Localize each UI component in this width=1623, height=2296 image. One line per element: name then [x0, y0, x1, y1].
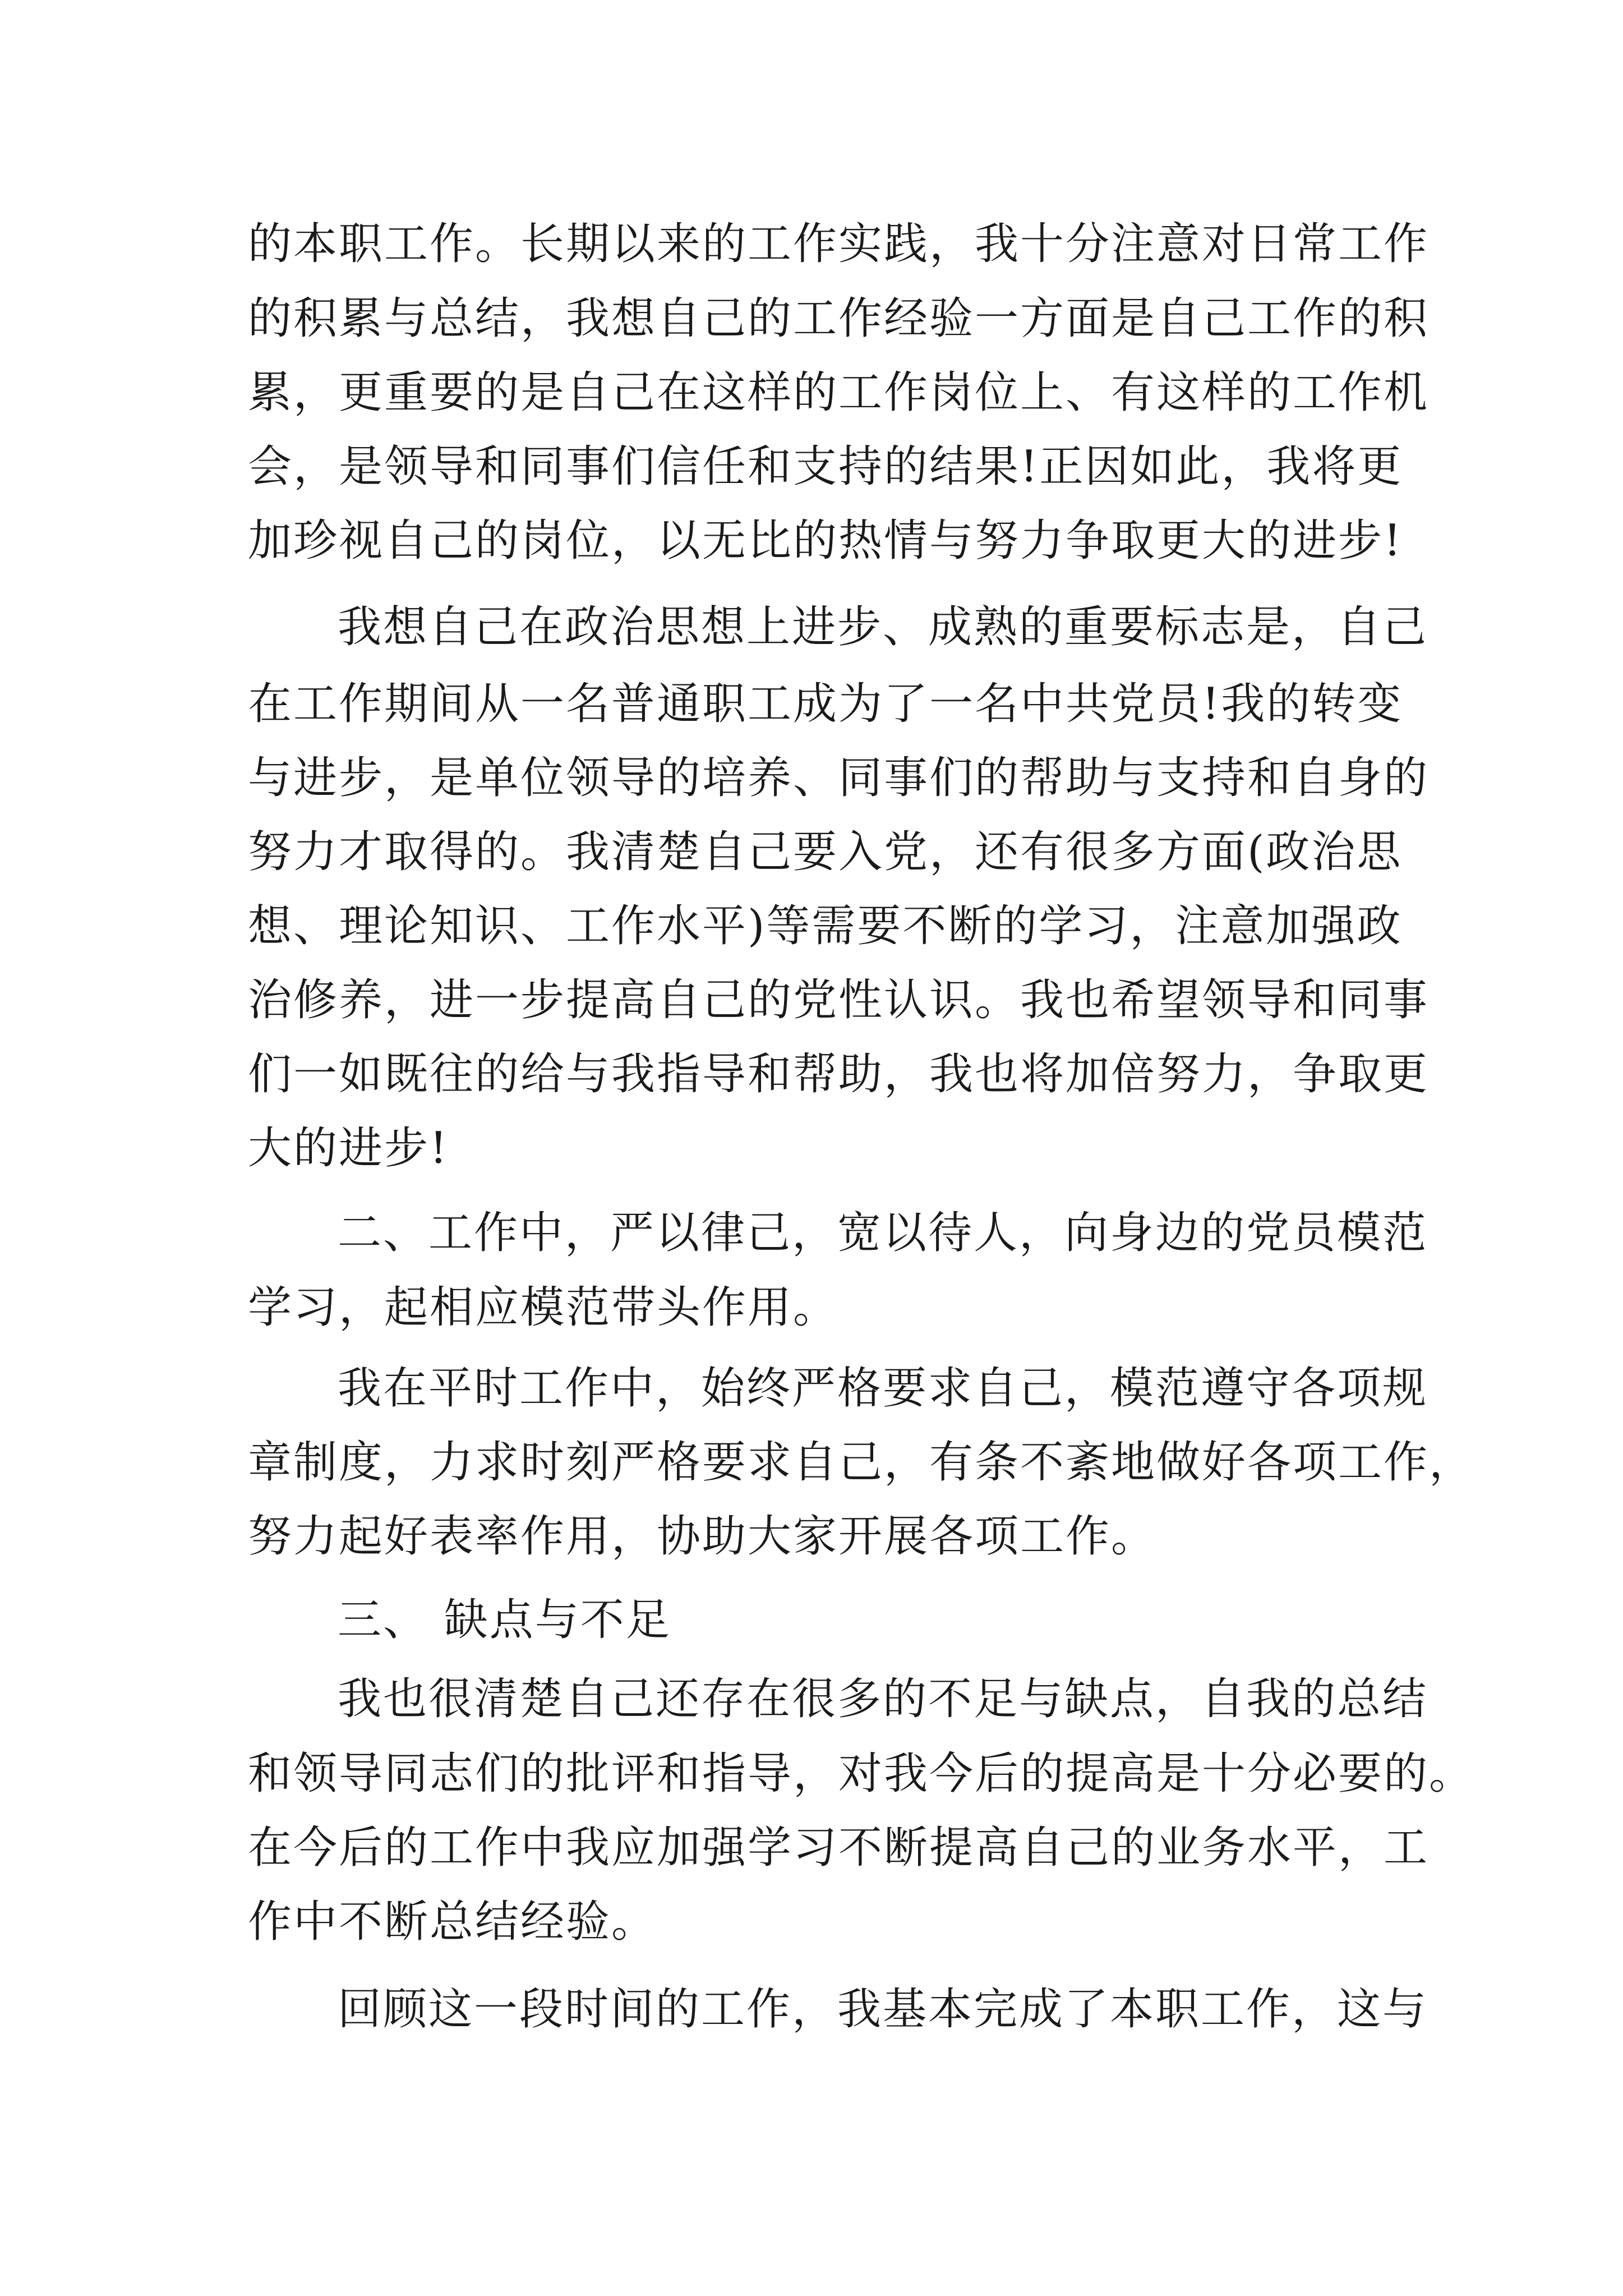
- text-line: 们一如既往的给与我指导和帮助，我也将加倍努力，争取更: [248, 1049, 1430, 1099]
- text-line: 在工作期间从一名普通职工成为了一名中共党员!我的转变: [248, 679, 1403, 729]
- text-line: 和领导同志们的批评和指导，对我今后的提高是十分必要的。: [248, 1749, 1475, 1799]
- text-line: 与进步，是单位领导的培养、同事们的帮助与支持和自身的: [248, 753, 1430, 803]
- paragraph-first-line: 我在平时工作中，始终严格要求自己，模范遵守各项规: [338, 1363, 1428, 1414]
- text-line: 大的进步!: [248, 1123, 449, 1174]
- text-line: 努力才取得的。我清楚自己要入党，还有很多方面(政治思: [248, 827, 1403, 877]
- paragraph-first-line: 我想自己在政治思想上进步、成熟的重要标志是，自己: [338, 602, 1428, 652]
- text-line: 章制度，力求时刻严格要求自己，有条不紊地做好各项工作，: [248, 1437, 1475, 1488]
- text-line: 累，更重要的是自己在这样的工作岗位上、有这样的工作机: [248, 367, 1430, 418]
- text-line: 加珍视自己的岗位，以无比的热情与努力争取更大的进步!: [248, 516, 1403, 566]
- text-line: 学习，起相应模范带头作用。: [248, 1282, 839, 1333]
- paragraph-first-line: 回顾这一段时间的工作，我基本完成了本职工作，这与: [338, 1984, 1428, 2035]
- section-heading: 二、工作中，严以律己，宽以待人，向身边的党员模范: [338, 1208, 1428, 1258]
- text-line: 努力起好表率作用，协助大家开展各项工作。: [248, 1511, 1157, 1562]
- text-line: 在今后的工作中我应加强学习不断提高自己的业务水平，工: [248, 1823, 1430, 1873]
- text-line: 会，是领导和同事们信任和支持的结果!正因如此，我将更: [248, 441, 1403, 492]
- text-line: 的本职工作。长期以来的工作实践，我十分注意对日常工作: [248, 219, 1430, 269]
- text-line: 的积累与总结，我想自己的工作经验一方面是自己工作的积: [248, 293, 1430, 344]
- section-heading: 三、 缺点与不足: [338, 1595, 671, 1645]
- text-line: 作中不断总结经验。: [248, 1897, 657, 1947]
- text-line: 想、理论知识、工作水平)等需要不断的学习，注意加强政: [248, 901, 1403, 951]
- text-line: 治修养，进一步提高自己的党性认识。我也希望领导和同事: [248, 975, 1430, 1025]
- paragraph-first-line: 我也很清楚自己还存在很多的不足与缺点，自我的总结: [338, 1674, 1428, 1724]
